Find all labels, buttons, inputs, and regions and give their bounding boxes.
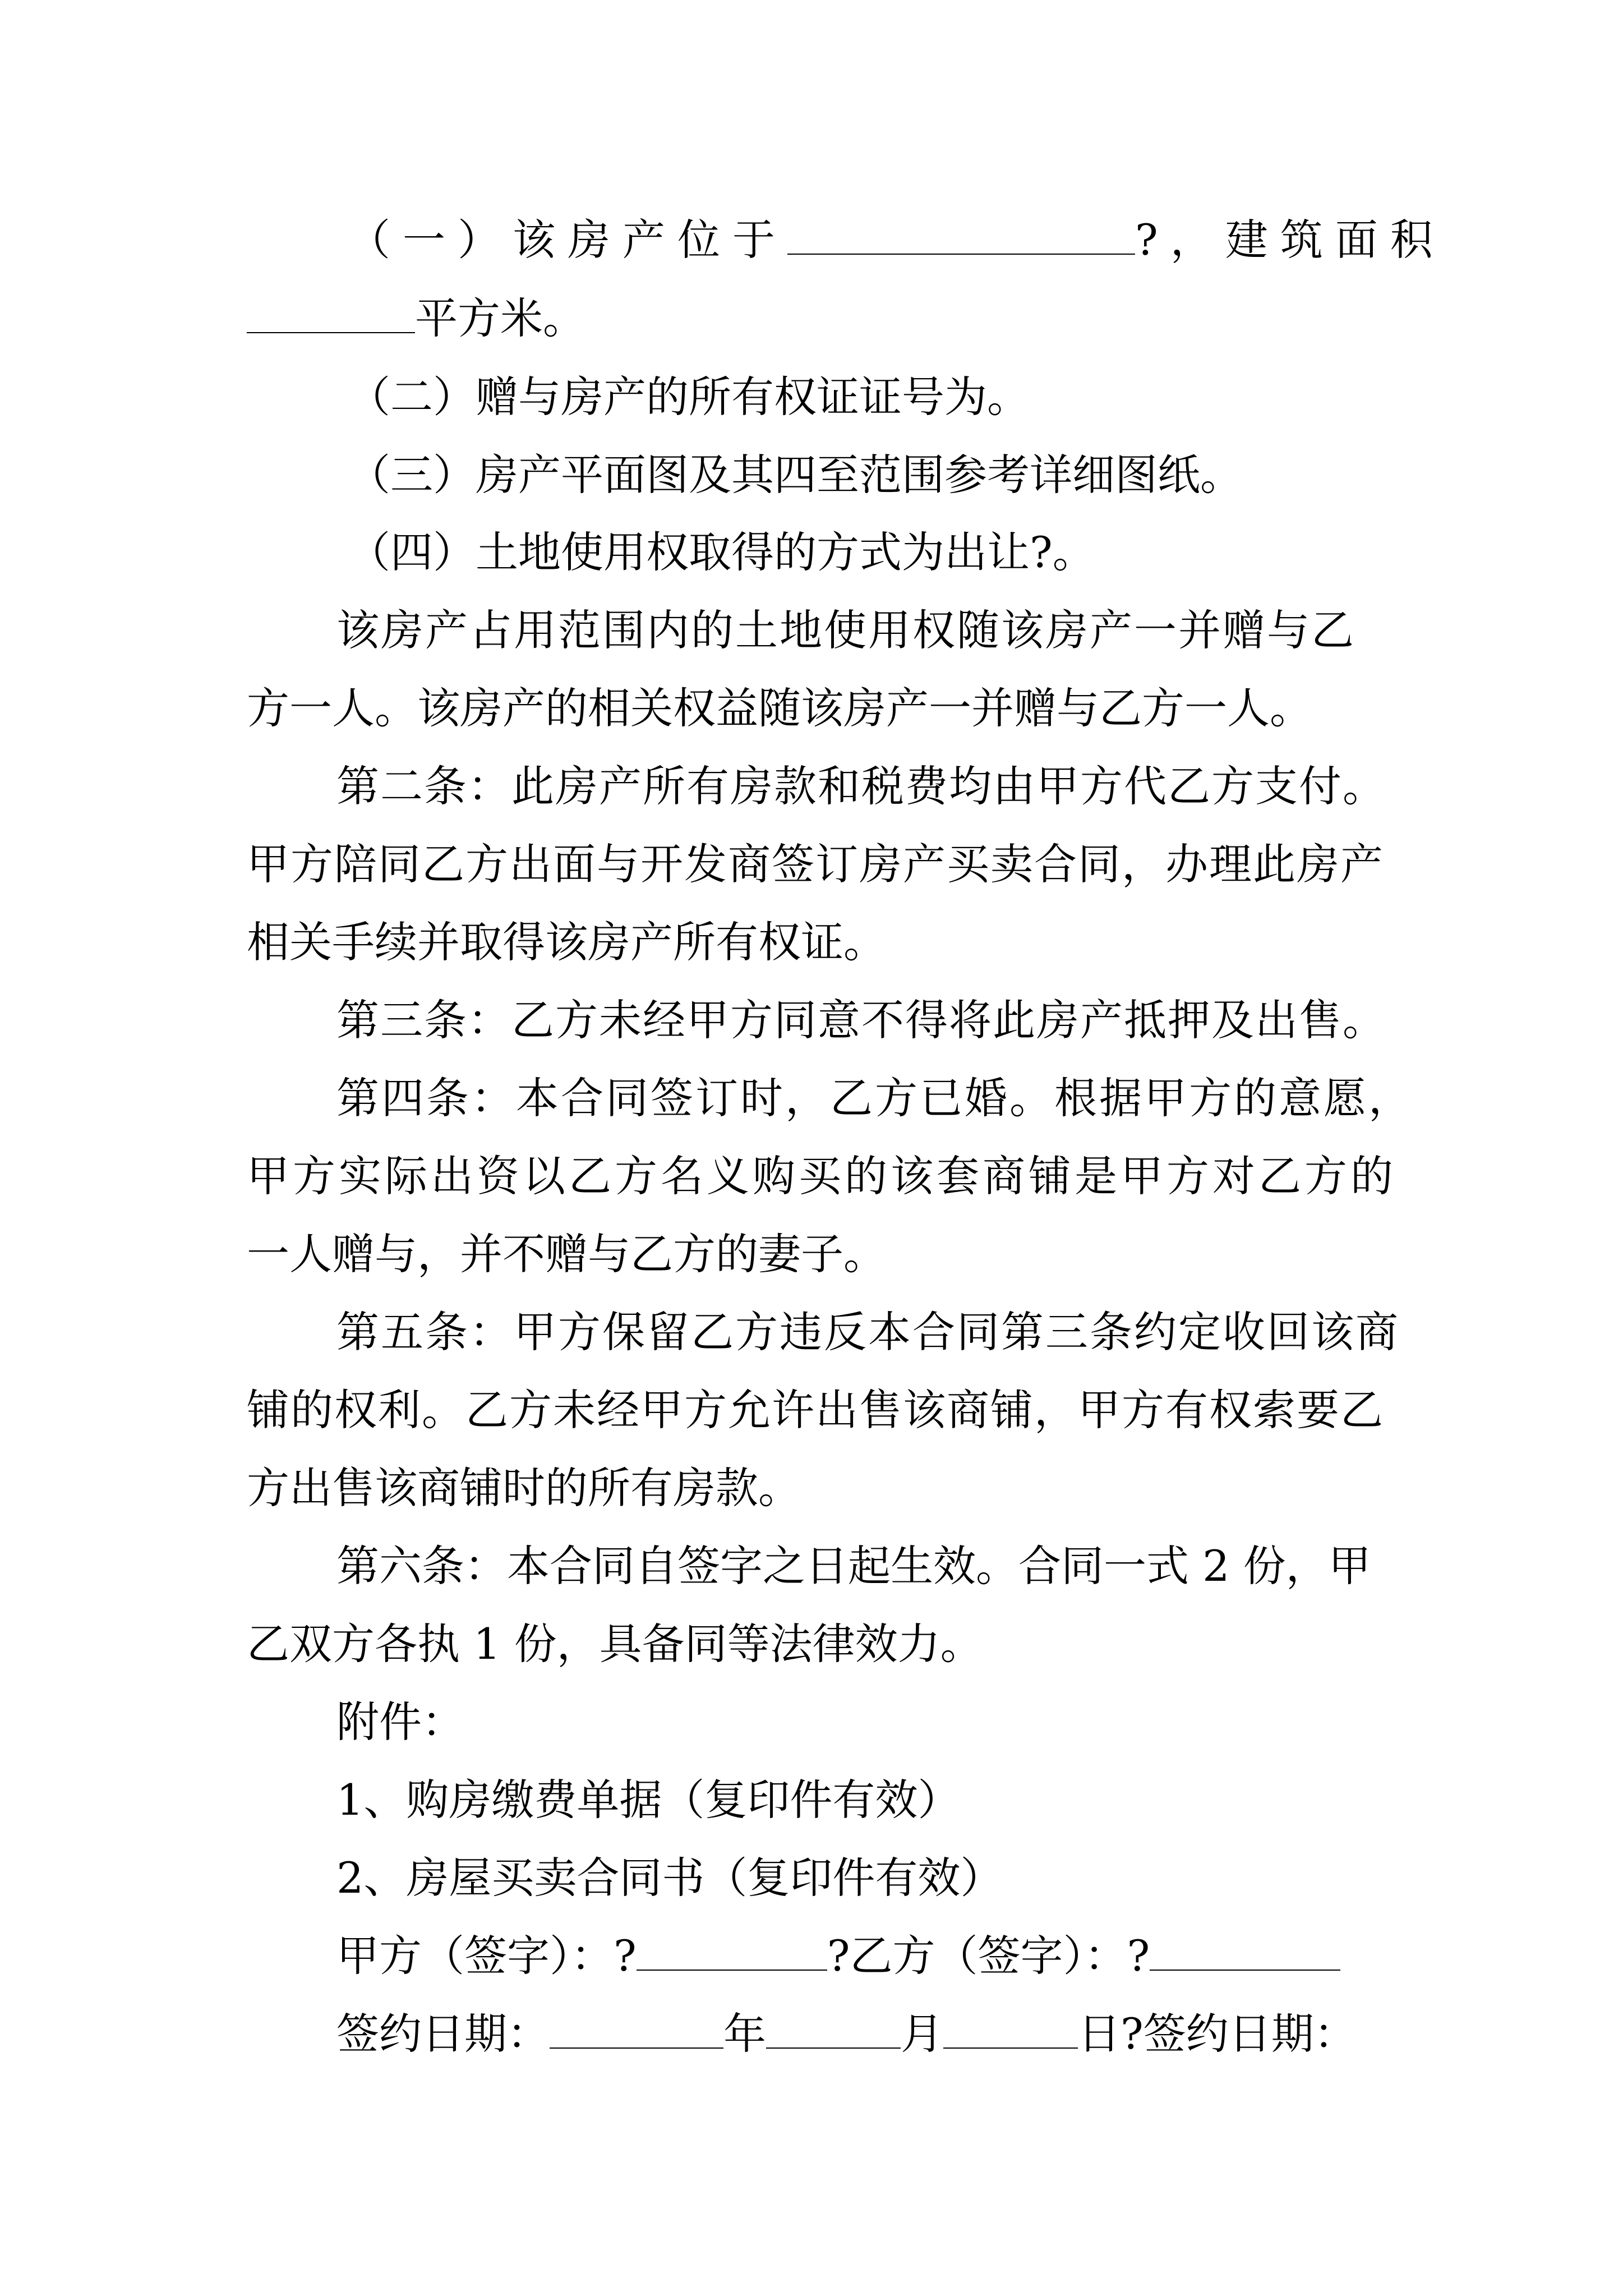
article-6-line-2: 乙双方各执 1 份，具备同等法律效力。 <box>247 1619 983 1669</box>
land-paragraph-line-1: 该房产占用范围内的土地使用权随该房产一并赠与乙 <box>336 605 1355 655</box>
attachment-item-1: 1、购房缴费单据（复印件有效） <box>336 1775 961 1825</box>
signing-date-label: 签约日期： <box>336 2009 550 2059</box>
party-b-signature-label: ?乙方（签字）：? <box>827 1931 1150 1981</box>
section-3: （三）房产平面图及其四至范围参考详细图纸。 <box>348 450 1243 500</box>
section-1-line-1 <box>348 212 1445 268</box>
section-2: （二）赠与房产的所有权证证号为。 <box>348 372 1030 422</box>
location-blank[interactable] <box>787 214 1135 255</box>
signature-line <box>336 1928 1340 1984</box>
party-a-signature-label: 甲方（签字）：? <box>336 1931 637 1981</box>
article-5-line-1: 第五条：甲方保留乙方违反本合同第三条约定收回该商 <box>336 1307 1400 1357</box>
article-2-line-2: 甲方陪同乙方出面与开发商签订房产买卖合同，办理此房产 <box>247 839 1384 889</box>
attachments-title: 附件： <box>336 1697 464 1747</box>
section-1-area-label: ?，建筑面积 <box>1135 215 1445 265</box>
section-1-area-unit: 平方米。 <box>415 293 585 343</box>
article-6-line-1: 第六条：本合同自签字之日起生效。合同一式 2 份，甲 <box>336 1541 1371 1591</box>
section-4: （四）土地使用权取得的方式为出让?。 <box>348 527 1095 577</box>
article-4-line-3: 一人赠与，并不赠与乙方的妻子。 <box>247 1229 886 1279</box>
article-2-line-1: 第二条：此房产所有房款和税费均由甲方代乙方支付。 <box>336 761 1386 811</box>
year-blank[interactable] <box>550 2008 723 2049</box>
article-5-line-2: 铺的权利。乙方未经甲方允许出售该商铺，甲方有权索要乙 <box>247 1385 1384 1435</box>
article-3: 第三条：乙方未经甲方同意不得将此房产抵押及出售。 <box>336 995 1386 1045</box>
attachment-item-2: 2、房屋买卖合同书（复印件有效） <box>336 1853 1003 1903</box>
article-2-line-3: 相关手续并取得该房产所有权证。 <box>247 917 886 967</box>
area-blank[interactable] <box>247 293 415 333</box>
month-blank[interactable] <box>766 2008 901 2049</box>
day-blank[interactable] <box>943 2008 1078 2049</box>
year-label: 年 <box>723 2009 766 2059</box>
section-1-line-2 <box>247 291 585 347</box>
article-4-line-2: 甲方实际出资以乙方名义购买的该套商铺是甲方对乙方的 <box>247 1151 1396 1201</box>
date-line <box>336 2006 1357 2062</box>
party-a-signature-blank[interactable] <box>637 1930 827 1971</box>
land-paragraph-line-2: 方一人。该房产的相关权益随该房产一并赠与乙方一人。 <box>247 683 1312 733</box>
article-5-line-3: 方出售该商铺时的所有房款。 <box>247 1463 801 1513</box>
article-4-line-1: 第四条：本合同签订时，乙方已婚。根据甲方的意愿， <box>336 1073 1413 1123</box>
day-and-second-date-label: 日?签约日期： <box>1078 2009 1357 2059</box>
month-label: 月 <box>901 2009 943 2059</box>
party-b-signature-blank[interactable] <box>1150 1930 1340 1971</box>
section-1-location-label: （一）该房产位于 <box>348 215 787 265</box>
